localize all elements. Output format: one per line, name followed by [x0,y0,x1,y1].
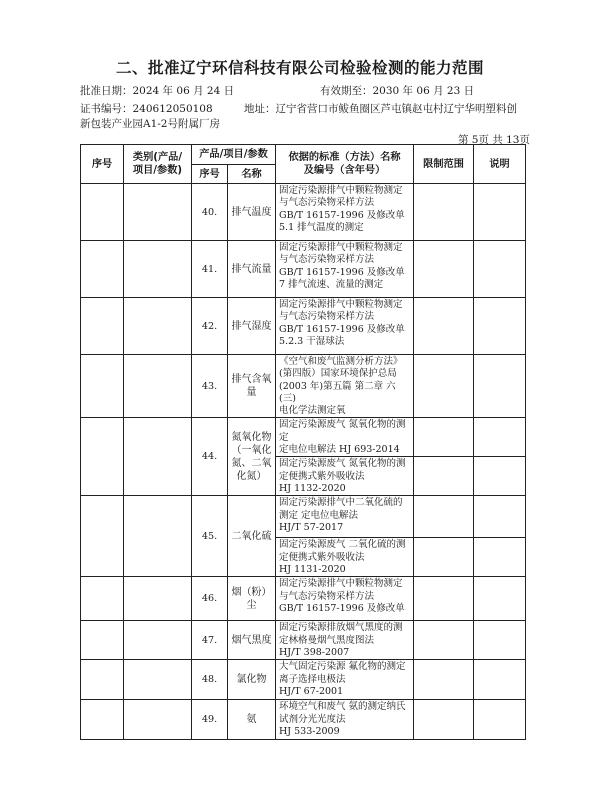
cell-note [474,577,526,621]
standard-line: HJ/T 67-2001 [279,685,344,697]
table-row [81,660,526,700]
standard-line: HJ/T 57-2017 [279,521,344,533]
standard-line: 5.1 排气温度的测定 [279,221,364,233]
standard-line: 定便携式紫外吸收法 [279,470,365,482]
cell-note [474,496,526,538]
standard-line: GB/T 16157-1996 及修改单 [279,209,405,221]
cell-category [124,700,192,740]
cell-note [474,538,526,577]
cell-category [124,241,192,298]
cell-note [474,184,526,241]
cell-standard [276,184,414,241]
standard-line: HJ 533-2009 [279,725,340,737]
standard-line: 7 排气流速、流量的测定 [279,278,384,290]
cell-limit-range [414,700,474,740]
cell-seq [81,660,124,700]
cell-limit-range [414,355,474,418]
cell-item-name: 烟（粉）尘 [228,577,276,621]
standard-line: 固定污染源废气 二氧化硫的测 [279,539,406,551]
cell-item-number: 40. [192,184,228,241]
cell-item-name: 氨 [228,700,276,740]
header-sub-name: 名称 [228,165,276,184]
standard-line: 与气态污染物采样方法 [279,590,375,602]
header-product-param: 产品/项目/参数 [192,145,276,165]
cell-limit-range [414,184,474,241]
cell-note [474,355,526,418]
standard-line: GB/T 16157-1996 及修改单 [279,323,405,335]
cell-seq [81,184,124,241]
cell-standard [276,700,414,740]
address-line-2: 新包装产业园A1-2号附属厂房 [80,118,220,130]
cell-category [124,184,192,241]
cell-item-number: 43. [192,355,228,418]
cell-limit-range [414,660,474,700]
cell-standard [276,538,414,577]
cell-note [474,418,526,457]
cell-note [474,241,526,298]
table-row [81,700,526,740]
standard-line: 与气态污染物采样方法 [279,197,375,209]
cell-item-name: 氮氧化物（一氧化氮、二氧化氮） [228,418,276,496]
standard-line: 固定污染源排气中二氧化硫的 [279,497,403,509]
standard-line: 固定污染源排气中颗粒物测定 [279,242,403,253]
cell-item-number: 42. [192,298,228,355]
certificate-number: 证书编号：240612050108 [80,103,213,115]
cell-category [124,355,192,418]
address-line-1: 地址：辽宁省营口市鲅鱼圈区芦屯镇赵屯村辽宁华明塑料创 [244,103,517,115]
cell-seq [81,418,124,496]
cell-note [474,298,526,355]
cell-limit-range [414,496,474,538]
cell-standard [276,457,414,496]
standard-line: 离子选择电极法 [279,673,346,685]
cell-item-name: 二氧化硫 [228,496,276,577]
cell-item-number: 49. [192,700,228,740]
header-sub-seq: 序号 [192,165,228,184]
cell-category [124,418,192,496]
cell-seq [81,700,124,740]
cell-seq [81,241,124,298]
cell-item-number: 46. [192,577,228,621]
standard-line: 《空气和废气监测分析方法》 [279,356,403,367]
table-row [81,184,526,241]
capability-scope-table [80,144,526,740]
cell-limit-range [414,241,474,298]
standard-line: GB/T 16157-1996 及修改单 [279,266,405,278]
header-category: 类别(产品/项目/参数) [124,145,192,184]
approval-date: 批准日期：2024 年 06 月 24 日 [80,85,235,97]
header-limit-range: 限制范围 [414,145,474,184]
cell-standard [276,418,414,457]
standard-line: 固定污染源排气中颗粒物测定 [279,578,403,590]
standard-line: 大气固定污染源 氟化物的测定 [279,661,406,673]
cell-seq [81,621,124,660]
cell-item-name: 烟气黑度 [228,621,276,660]
cell-note [474,621,526,660]
cell-seq [81,496,124,577]
cell-standard [276,355,414,418]
cell-category [124,660,192,700]
table-row [81,241,526,298]
standard-line: 环境空气和废气 氨的测定纳氏 [279,701,406,713]
standard-line: 电化学法测定氧 [279,405,346,417]
cell-seq [81,577,124,621]
cell-standard [276,298,414,355]
standard-line: 固定污染源排气中颗粒物测定 [279,185,403,196]
cell-limit-range [414,621,474,660]
cell-item-number: 45. [192,496,228,577]
document-title: 二、批准辽宁环信科技有限公司检验检测的能力范围 [115,59,484,77]
standard-line: 固定污染源排气中颗粒物测定 [279,299,403,310]
cell-standard [276,621,414,660]
cell-item-number: 48. [192,660,228,700]
table-row [81,355,526,418]
cell-category [124,621,192,660]
cell-item-number: 41. [192,241,228,298]
standard-line: 定林格曼烟气黑度图法 [279,634,375,646]
header-note: 说明 [474,145,526,184]
cell-item-name: 排气含氧量 [228,355,276,418]
cell-note [474,457,526,496]
cell-item-name: 排气流量 [228,241,276,298]
cell-category [124,298,192,355]
standard-line: 试剂分光光度法 [279,713,346,725]
cell-item-name: 排气湿度 [228,298,276,355]
cell-item-name: 氯化物 [228,660,276,700]
cell-item-number: 47. [192,621,228,660]
cell-limit-range [414,577,474,621]
standard-line: 固定污染源废气 氮氧化物的测定 [279,419,406,443]
cell-standard [276,241,414,298]
standard-line: (第四版）国家环境保护总局 [279,368,397,380]
standard-line: HJ/T 398-2007 [279,646,350,658]
cell-limit-range [414,418,474,457]
header-seq: 序号 [81,145,124,184]
cell-item-name: 排气温度 [228,184,276,241]
page-number: 第 5页 共 13页 [457,134,530,146]
cell-note [474,700,526,740]
standard-line: 与气态污染物采样方法 [279,311,375,323]
header-standard: 依据的标准（方法）名称及编号（含年号） [276,145,414,184]
cell-note [474,660,526,700]
standard-line: 定便携式紫外吸收法 [279,551,365,563]
cell-limit-range [414,457,474,496]
valid-until: 有效期至：2030 年 06 月 23 日 [320,85,475,97]
table-row [81,577,526,621]
cell-standard [276,577,414,621]
table-row [81,418,526,457]
cell-category [124,577,192,621]
standard-line: 与气态污染物采样方法 [279,254,375,266]
standard-line: GB/T 16157-1996 及修改单 [279,602,405,614]
cell-item-number: 44. [192,418,228,496]
standard-line: 固定污染源排放烟气黑度的测 [279,622,403,634]
cell-seq [81,298,124,355]
table-row [81,298,526,355]
cell-standard [276,496,414,538]
standard-line: HJ 1131-2020 [279,563,346,575]
cell-seq [81,355,124,418]
standard-line: 测定 定电位电解法 [279,509,359,521]
table-row [81,496,526,538]
table-row [81,621,526,660]
standard-line: HJ 1132-2020 [279,482,346,494]
standard-line: (2003 年)第五篇 第二章 六(三) [279,380,396,404]
standard-line: 固定污染源废气 氮氧化物的测 [279,458,406,470]
standard-line: 定电位电解法 HJ 693-2014 [279,444,400,456]
cell-standard [276,660,414,700]
cell-limit-range [414,298,474,355]
cell-category [124,496,192,577]
standard-line: 5.2.3 干湿球法 [279,335,345,347]
cell-limit-range [414,538,474,577]
